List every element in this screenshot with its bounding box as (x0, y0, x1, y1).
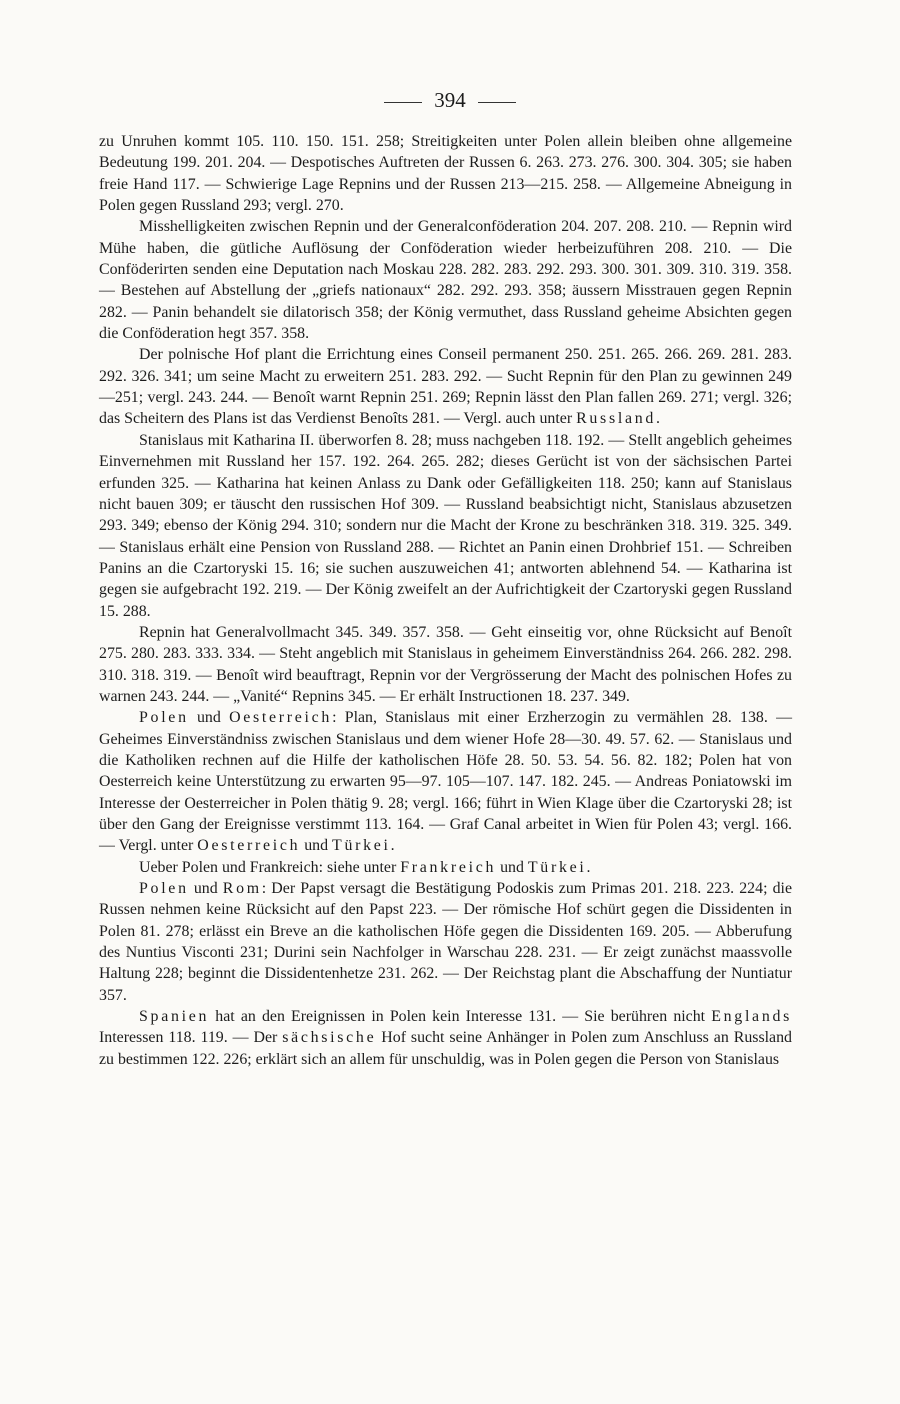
index-paragraph (99, 344, 792, 429)
text-segment: Stanislaus mit Katharina II. überworfen 8. 28; muss nachgeben 118. 192. — Stellt angeblich geheimes Einvernehmen mit Russland her 157. 192. 264. 265. 282; dieses Gerücht ist von der sächsischen Partei erfunden 325. — Katharina hat keinen Anlass zu Dank oder Gefälligkeiten 118. 250; kann auf Stanislaus nicht bauen 309; er täuscht den russischen Hof 309. — Russland beabsichtigt nicht, Stanislaus abzusetzen 293. 349; ebenso der König 294. 310; sondern nur die Macht der Krone zu beschränken 318. 319. 325. 349. — Stanislaus erhält eine Pension von Russland 288. — Richtet an Panin einen Drohbrief 151. — Schreiben Panins an die Czartoryski 15. 16; sie suchen auszuweichen 41; antworten ablehnend 54. — Katharina ist gegen sie aufgebracht 192. 219. — Der König zweifelt an der Aufrichtigkeit der Czartoryski gegen Russland 15. 288. (99, 431, 792, 620)
text-segment: Ueber Polen und Frankreich: siehe unter (139, 858, 401, 876)
text-segment: . (656, 410, 660, 428)
spaced-term: Oesterreich (197, 837, 301, 855)
text-segment: Interessen 118. 119. — Der (99, 1029, 283, 1047)
spaced-term: Englands (711, 1008, 792, 1026)
text-segment: zu Unruhen kommt 105. 110. 150. 151. 258; Streitigkeiten unter Polen allein bleiben ohne allgemeine Bedeutung 199. 201. 204. — Despotisches Auftreten der Russen 6. 263. 273. 276. 300. 304. 305; sie haben freie Hand 117. — Schwierige Lage Repnins und der Russen 213—215. 258. — Allgemeine Abneigung in Polen gegen Russland 293; vergl. 270. (99, 133, 792, 215)
spaced-term: Polen (139, 709, 189, 727)
spaced-term: Frankreich (400, 858, 497, 876)
index-paragraph (99, 707, 792, 856)
text-segment: . (390, 837, 395, 855)
index-paragraph (99, 1006, 792, 1070)
text-segment: Misshelligkeiten zwischen Repnin und der Generalconföderation 204. 207. 208. 210. — Repnin wird Mühe haben, die gütliche Auflösung der Conföderation wieder herbeizuführen 208. 210. — Die Conföderirten senden eine Deputation nach Moskau 228. 282. 283. 292. 293. 300. 301. 309. 310. 319. 358. — Bestehen auf Abstellung der „griefs nationaux“ 282. 292. 293. 358; äussern Misstrauen gegen Repnin 282. — Panin behandelt sie dilatorisch 358; der König vermuthet, dass Russland geheime Absichten gegen die Conföderation hegt 357. 358. (99, 218, 792, 343)
index-text-body (99, 131, 792, 1070)
text-segment: . (586, 858, 591, 876)
header-rule-left (384, 102, 422, 103)
spaced-term: Oesterreich (229, 709, 333, 727)
spaced-term: Polen (139, 880, 189, 898)
text-segment: und (300, 837, 333, 855)
text-segment: hat an den Ereignissen in Polen kein Interesse 131. — Sie berühren nicht (209, 1008, 712, 1026)
spaced-term: sächsische (282, 1029, 377, 1047)
page-header (0, 86, 900, 114)
header-rule-right (478, 102, 516, 103)
index-paragraph (99, 857, 792, 878)
text-segment: Repnin hat Generalvollmacht 345. 349. 357. 358. — Geht einseitig vor, ohne Rücksicht auf Benoît 275. 280. 283. 333. 334. — Steht angeblich mit Stanislaus in geheimem Einverständniss 264. 266. 282. 298. 310. 318. 319. — Benoît wird beauftragt, Repnin vor der Vergrösserung der Macht des polnischen Hofes zu warnen 243. 244. — „Vanité“ Repnins 345. — Er erhält Instructionen 18. 237. 349. (99, 623, 792, 705)
spaced-term: Türkei (332, 837, 391, 855)
page-number: 394 (434, 88, 466, 112)
text-segment: : Der Papst versagt die Bestätigung Podoskis zum Primas 201. 218. 223. 224; die Russen nehmen keine Rücksicht auf den Papst 223. — Der römische Hof schürt gegen die Dissidenten in Polen 81. 278; erlässt ein Breve an die katholischen Höfe gegen die Dissidenten 169. 205. — Abberufung des Nuntius Visconti 231; Durini sein Nachfolger in Warschau 228. 231. — Er zeigt zunächst maassvolle Haltung 228; beginnt die Dissidentenhetze 231. 262. — Der Reichstag plant die Abschaffung der Nuntiatur 357. (99, 880, 792, 1004)
text-segment: und (188, 709, 230, 727)
spaced-term: Türkei (527, 858, 587, 876)
spaced-term: Rom (222, 880, 262, 898)
spaced-term: Russland (576, 410, 657, 428)
text-segment: und (496, 858, 528, 876)
text-segment: Der polnische Hof plant die Errichtung eines Conseil permanent 250. 251. 265. 266. 269. 281. 283. 292. 326. 341; um seine Macht zu erweitern 251. 283. 292. — Sucht Repnin für den Plan zu gewinnen 249—251; vergl. 243. 244. — Benoît warnt Repnin 251. 269; Repnin lässt den Plan fallen 269. 271; vergl. 326; das Scheitern des Plans ist das Verdienst Benoîts 281. — Vergl. auch unter (99, 346, 792, 428)
index-paragraph (99, 878, 792, 1006)
index-paragraph (99, 622, 792, 707)
text-segment: und (188, 880, 223, 898)
spaced-term: Spanien (139, 1008, 210, 1026)
text-segment: : Plan, Stanislaus mit einer Erzherzogin zu vermählen 28. 138. — Geheimes Einverständniss zwischen Stanislaus und dem wiener Hofe 28—30. 49. 57. 62. — Stanislaus und die Katholiken rechnen auf die Hilfe der katholischen Höfe 28. 50. 53. 54. 56. 82. 182; Polen hat von Oesterreich keine Unterstützung zu erwarten 95—97. 105—107. 147. 182. 245. — Andreas Poniatowski im Interesse der Oesterreicher in Polen thätig 9. 28; vergl. 166; führt in Wien Klage über die Czartoryski 28; ist über den Gang der Ereignisse verstimmt 113. 164. — Graf Canal arbeitet in Wien für Polen 43; vergl. 166. — Vergl. unter (99, 709, 793, 855)
index-paragraph (99, 131, 792, 216)
index-paragraph (99, 430, 792, 622)
text-segment: Hof sucht seine Anhänger in Polen zum Anschluss an Russland zu bestimmen 122. 226; erklärt sich an allem für unschuldig, was in Polen gegen die Person von Stanislaus (99, 1029, 792, 1068)
index-paragraph (99, 216, 792, 344)
